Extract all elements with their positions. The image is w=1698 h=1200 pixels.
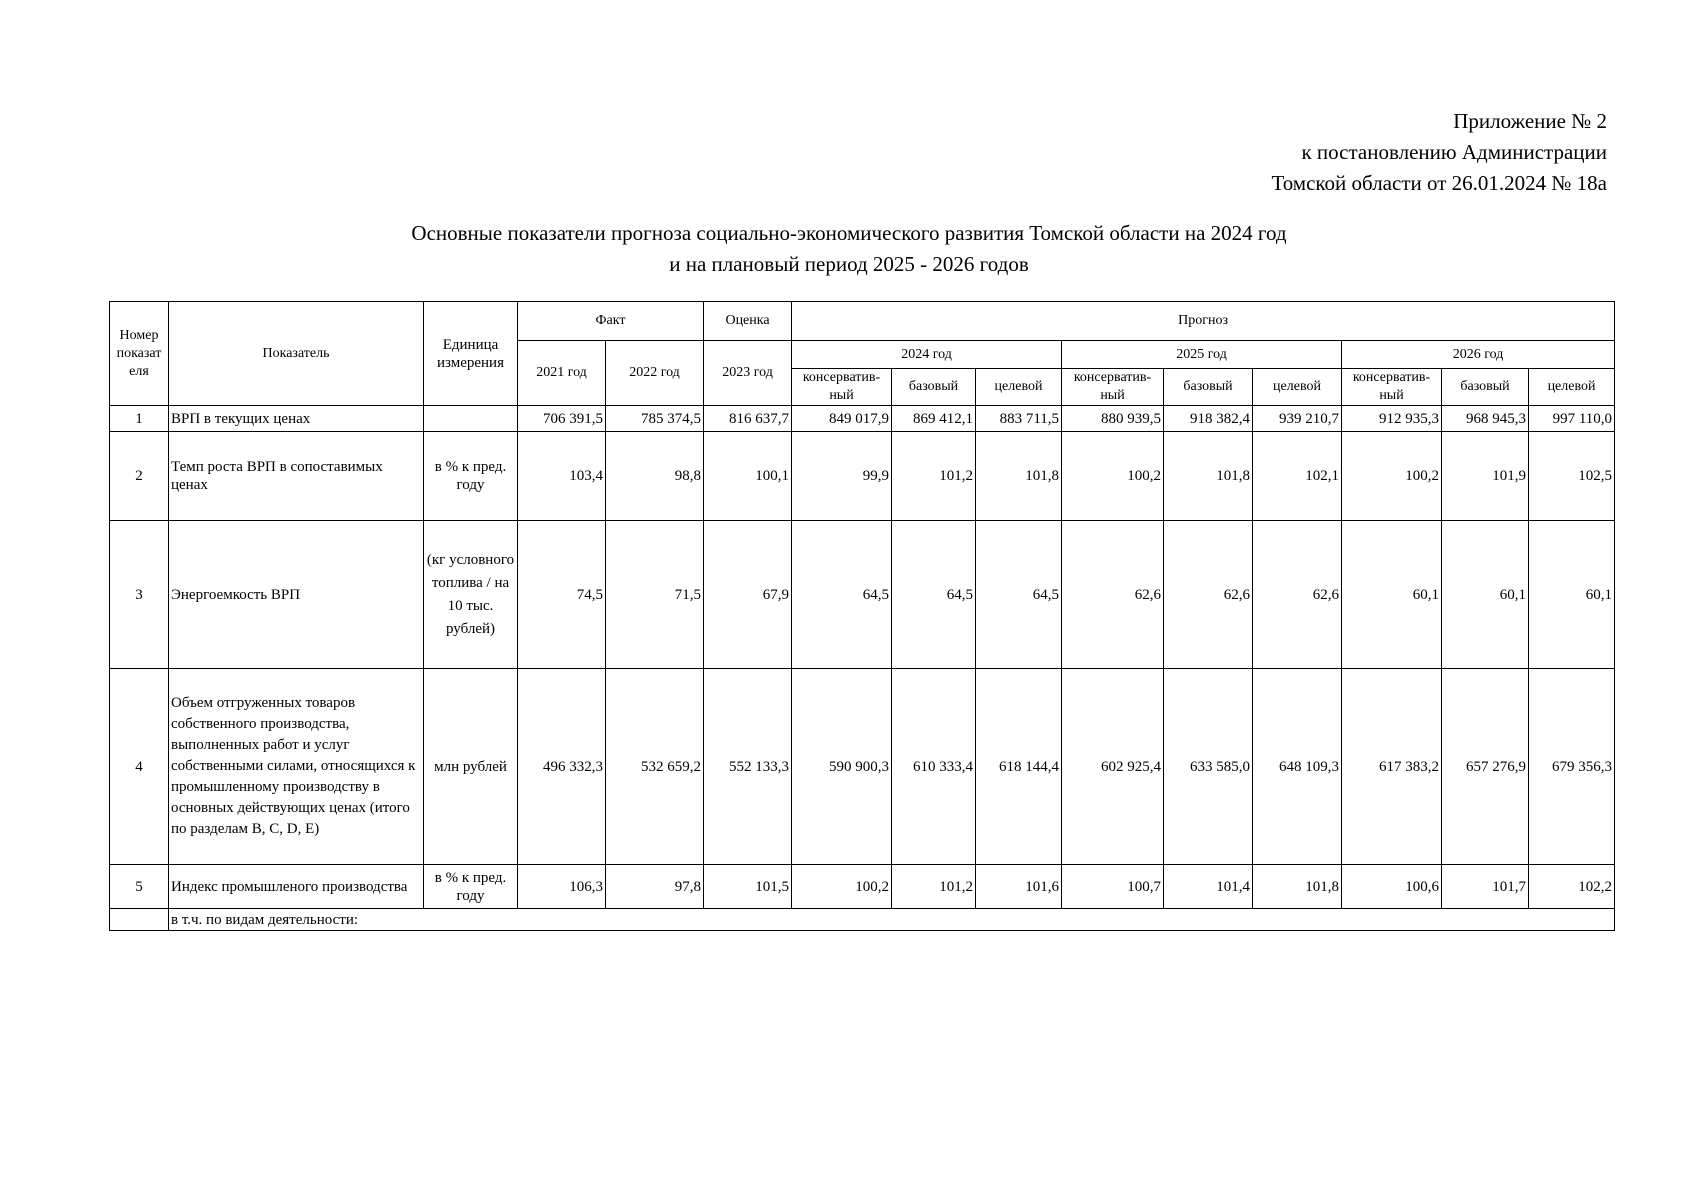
cell-2024-conservative: 849 017,9 xyxy=(792,406,892,432)
cell-2021: 496 332,3 xyxy=(518,669,606,865)
header-number: Номер показат еля xyxy=(110,302,169,406)
row-indicator: Темп роста ВРП в сопоставимых ценах xyxy=(169,432,424,521)
cell-2022: 785 374,5 xyxy=(606,406,704,432)
table-row xyxy=(110,669,1615,865)
cell-2023: 101,5 xyxy=(704,865,792,909)
cell-2025-target: 939 210,7 xyxy=(1253,406,1342,432)
table-row xyxy=(110,432,1615,521)
cell-2026-base: 60,1 xyxy=(1442,521,1529,669)
cell-2022: 98,8 xyxy=(606,432,704,521)
cell-2026-target: 997 110,0 xyxy=(1529,406,1615,432)
cell-2025-conservative: 880 939,5 xyxy=(1062,406,1164,432)
indicators-table xyxy=(109,301,1615,931)
cell-2025-base: 633 585,0 xyxy=(1164,669,1253,865)
row-indicator: Индекс промышленого производства xyxy=(169,865,424,909)
cell-2021: 103,4 xyxy=(518,432,606,521)
cell-2024-conservative: 100,2 xyxy=(792,865,892,909)
cell-2025-base: 101,4 xyxy=(1164,865,1253,909)
cell-2025-target: 102,1 xyxy=(1253,432,1342,521)
cell-2026-target: 60,1 xyxy=(1529,521,1615,669)
cell-2025-base: 62,6 xyxy=(1164,521,1253,669)
header-2026-conservative: консерватив-ный xyxy=(1342,369,1442,406)
cell-2025-target: 62,6 xyxy=(1253,521,1342,669)
header-2026-base: базовый xyxy=(1442,369,1529,406)
row-number: 2 xyxy=(110,432,169,521)
cell-2023: 100,1 xyxy=(704,432,792,521)
cell-2026-conservative: 100,2 xyxy=(1342,432,1442,521)
header-2025-conservative: консерватив-ный xyxy=(1062,369,1164,406)
row-unit: в % к пред. году xyxy=(424,432,518,521)
header-2022: 2022 год xyxy=(606,341,704,406)
cell-2024-conservative: 64,5 xyxy=(792,521,892,669)
header-2024-conservative: консерватив-ный xyxy=(792,369,892,406)
cell-2025-target: 101,8 xyxy=(1253,865,1342,909)
header-estimate: Оценка xyxy=(704,302,792,341)
cell-2024-target: 101,6 xyxy=(976,865,1062,909)
header-2026: 2026 год xyxy=(1342,341,1615,369)
row-indicator: ВРП в текущих ценах xyxy=(169,406,424,432)
header-2024-target: целевой xyxy=(976,369,1062,406)
cell-2024-base: 64,5 xyxy=(892,521,976,669)
header-2025-base: базовый xyxy=(1164,369,1253,406)
header-fact: Факт xyxy=(518,302,704,341)
appendix-block xyxy=(1271,106,1607,199)
cell-2026-target: 102,5 xyxy=(1529,432,1615,521)
row-indicator: Энергоемкость ВРП xyxy=(169,521,424,669)
row-number: 1 xyxy=(110,406,169,432)
header-2023: 2023 год xyxy=(704,341,792,406)
cell-2023: 67,9 xyxy=(704,521,792,669)
header-2021: 2021 год xyxy=(518,341,606,406)
appendix-line-1: Приложение № 2 xyxy=(1453,109,1607,133)
cell-2023: 552 133,3 xyxy=(704,669,792,865)
header-forecast: Прогноз xyxy=(792,302,1615,341)
cell-2026-base: 101,9 xyxy=(1442,432,1529,521)
cell-2025-target: 648 109,3 xyxy=(1253,669,1342,865)
cell-2026-base: 657 276,9 xyxy=(1442,669,1529,865)
cell-2022: 532 659,2 xyxy=(606,669,704,865)
header-2025: 2025 год xyxy=(1062,341,1342,369)
header-indicator: Показатель xyxy=(169,302,424,406)
table-row xyxy=(110,865,1615,909)
cell-2026-conservative: 912 935,3 xyxy=(1342,406,1442,432)
cell-2021: 74,5 xyxy=(518,521,606,669)
row-number-empty xyxy=(110,909,169,931)
cell-2025-conservative: 62,6 xyxy=(1062,521,1164,669)
row-unit xyxy=(424,406,518,432)
cell-2021: 706 391,5 xyxy=(518,406,606,432)
row-number: 4 xyxy=(110,669,169,865)
cell-2025-base: 101,8 xyxy=(1164,432,1253,521)
cell-2026-conservative: 60,1 xyxy=(1342,521,1442,669)
cell-2024-target: 618 144,4 xyxy=(976,669,1062,865)
header-unit: Единица измерения xyxy=(424,302,518,406)
cell-2024-base: 101,2 xyxy=(892,432,976,521)
row-number: 3 xyxy=(110,521,169,669)
cell-2024-conservative: 99,9 xyxy=(792,432,892,521)
row-unit: (кг условного топлива / на 10 тыс. рублей) xyxy=(424,521,518,669)
row-unit: млн рублей xyxy=(424,669,518,865)
appendix-line-3: Томской области от 26.01.2024 № 18а xyxy=(1271,171,1607,195)
cell-2026-target: 679 356,3 xyxy=(1529,669,1615,865)
row-indicator: Объем отгруженных товаров собственного производства, выполненных работ и услуг собственными силами, относящихся к промышленному производству в основных действующих ценах (итого по разделам B, C, D, E) xyxy=(169,669,424,865)
row-number: 5 xyxy=(110,865,169,909)
cell-2024-base: 610 333,4 xyxy=(892,669,976,865)
cell-2024-base: 869 412,1 xyxy=(892,406,976,432)
header-2025-target: целевой xyxy=(1253,369,1342,406)
cell-2024-conservative: 590 900,3 xyxy=(792,669,892,865)
cell-2026-base: 968 945,3 xyxy=(1442,406,1529,432)
table-row xyxy=(110,521,1615,669)
table-row-subsection xyxy=(110,909,1615,931)
cell-2025-conservative: 602 925,4 xyxy=(1062,669,1164,865)
cell-2024-base: 101,2 xyxy=(892,865,976,909)
header-2024-base: базовый xyxy=(892,369,976,406)
cell-2024-target: 64,5 xyxy=(976,521,1062,669)
cell-2024-target: 101,8 xyxy=(976,432,1062,521)
header-2024: 2024 год xyxy=(792,341,1062,369)
cell-2021: 106,3 xyxy=(518,865,606,909)
row-unit: в % к пред. году xyxy=(424,865,518,909)
table-row xyxy=(110,406,1615,432)
cell-2026-conservative: 617 383,2 xyxy=(1342,669,1442,865)
cell-2025-conservative: 100,2 xyxy=(1062,432,1164,521)
title-line-1: Основные показатели прогноза социально-экономического развития Томской области на 2024 год xyxy=(411,221,1287,245)
cell-2023: 816 637,7 xyxy=(704,406,792,432)
header-2026-target: целевой xyxy=(1529,369,1615,406)
cell-2024-target: 883 711,5 xyxy=(976,406,1062,432)
cell-2022: 97,8 xyxy=(606,865,704,909)
subsection-label: в т.ч. по видам деятельности: xyxy=(169,909,1615,931)
cell-2026-target: 102,2 xyxy=(1529,865,1615,909)
appendix-line-2: к постановлению Администрации xyxy=(1301,140,1607,164)
cell-2025-base: 918 382,4 xyxy=(1164,406,1253,432)
document-title xyxy=(0,218,1698,280)
cell-2022: 71,5 xyxy=(606,521,704,669)
cell-2026-base: 101,7 xyxy=(1442,865,1529,909)
title-line-2: и на плановый период 2025 - 2026 годов xyxy=(669,252,1029,276)
cell-2025-conservative: 100,7 xyxy=(1062,865,1164,909)
cell-2026-conservative: 100,6 xyxy=(1342,865,1442,909)
